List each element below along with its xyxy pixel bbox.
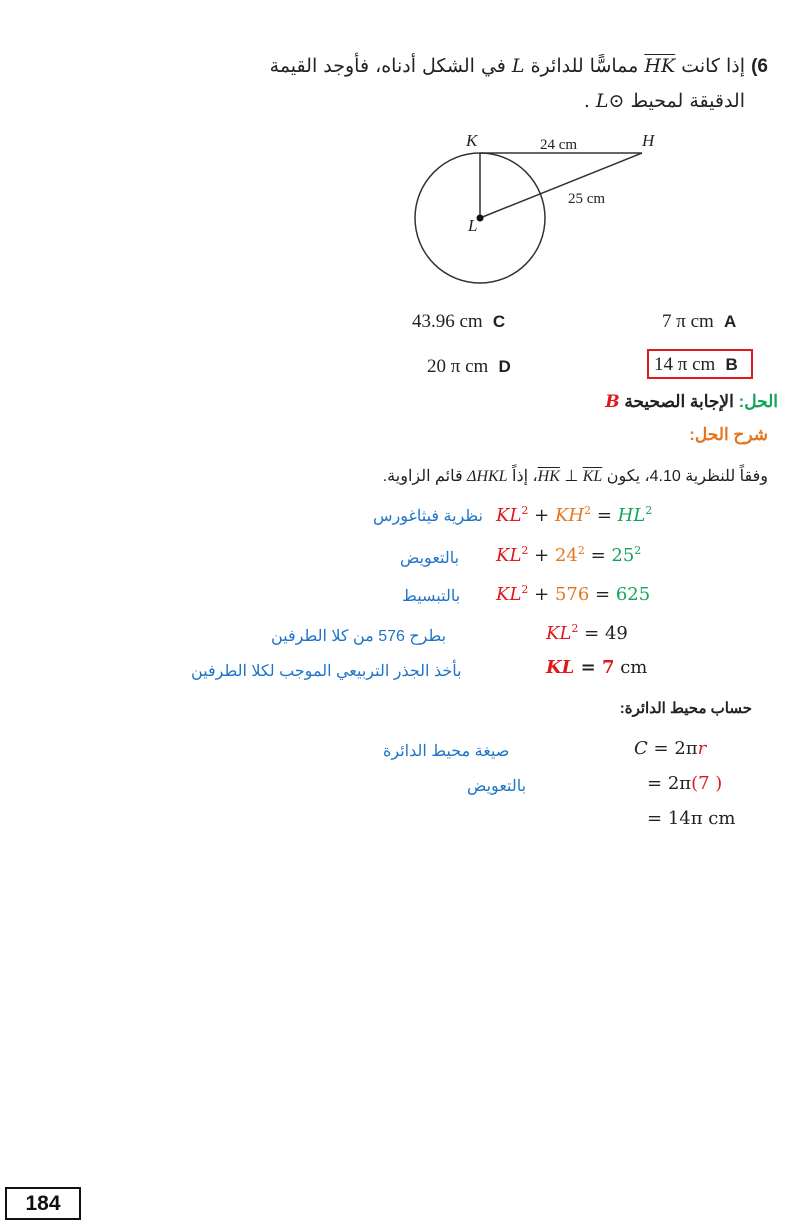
circ-row-1: [634, 738, 706, 759]
option-c[interactable]: [412, 311, 505, 333]
option-c-letter: C: [492, 312, 506, 331]
question-line-2: [584, 90, 745, 112]
eq2-kl-exp: 2: [521, 544, 529, 557]
eq3-kl-exp: 2: [521, 583, 529, 596]
circle-tangent-figure: [400, 125, 680, 305]
circ3-result: 14π cm: [667, 808, 736, 829]
option-d-letter: D: [498, 357, 511, 376]
circle-name: L: [511, 55, 525, 77]
note-circ-substitute: بالتعويض: [467, 778, 527, 795]
eq5-equals: =: [574, 657, 602, 678]
eq2-24: 24: [554, 545, 578, 566]
eq-row-3: [496, 583, 650, 605]
note-pythagoras: نظرية فيثاغورس: [373, 508, 483, 525]
eq2-equals: =: [584, 545, 612, 566]
option-b[interactable]: [654, 354, 738, 376]
segment-lh-line: [480, 153, 642, 218]
question-text-d: الدقيقة لمحيط: [624, 90, 745, 112]
solution-answer-line: [605, 392, 778, 412]
circ2-2pi: 2π: [667, 773, 692, 794]
circ3-equals: =: [647, 808, 668, 829]
center-point: [477, 215, 484, 222]
circumference-title: حساب محيط الدائرة:: [619, 700, 752, 717]
note-simplify: بالتبسيط: [402, 588, 461, 605]
eq3-plus: +: [528, 584, 555, 605]
eq4-equals: =: [578, 623, 605, 644]
eq1-kh: KH: [554, 505, 585, 526]
length-kh: 24 cm: [540, 137, 578, 153]
intro-triangle: ΔHKL: [467, 468, 508, 485]
eq2-25-exp: 2: [634, 544, 642, 557]
question-text-b: مماسًّا للدائرة: [524, 55, 645, 77]
answer-letter: B: [605, 392, 620, 412]
eq3-576: 576: [554, 584, 590, 605]
page-number: 184: [5, 1187, 81, 1220]
option-a-letter: A: [723, 312, 737, 331]
note-substitute: بالتعويض: [400, 550, 460, 567]
eq1-kh-exp: 2: [584, 504, 592, 517]
eq1-kl: KL: [496, 505, 522, 526]
option-d[interactable]: [427, 356, 511, 378]
eq2-25: 25: [611, 545, 635, 566]
segment-hk: HK: [644, 55, 676, 77]
eq3-625: 625: [615, 584, 651, 605]
question-line-1: [270, 55, 768, 78]
eq1-hl: HL: [617, 505, 646, 526]
answer-text: الإجابة الصحيحة: [619, 392, 739, 411]
solution-intro: [383, 466, 768, 486]
eq4-kl: KL: [546, 623, 572, 644]
intro-text-b: ، إذاً: [507, 468, 538, 485]
intro-text-c: قائم الزاوية.: [382, 468, 468, 485]
eq3-kl: KL: [496, 584, 522, 605]
length-lh: 25 cm: [568, 191, 606, 207]
option-b-value: 14 π cm: [654, 354, 716, 375]
question-text-e: .: [583, 90, 596, 112]
eq-row-4: [546, 622, 628, 644]
note-subtract: بطرح 576 من كلا الطرفين: [271, 628, 447, 645]
eq-row-2: [496, 544, 641, 566]
option-a[interactable]: [662, 311, 736, 333]
intro-kl: KL: [582, 468, 603, 485]
note-sqrt: بأخذ الجذر التربيعي الموجب لكلا الطرفين: [191, 663, 462, 680]
label-l: L: [468, 216, 478, 235]
question-text-a: إذا كانت: [675, 55, 746, 77]
eq5-cm: cm: [614, 657, 648, 678]
label-k: K: [466, 131, 478, 150]
circ1-c: C: [634, 738, 648, 759]
circle-symbol: ⊙L: [595, 90, 625, 112]
eq1-kl-exp: 2: [521, 504, 529, 517]
eq1-hl-exp: 2: [645, 504, 653, 517]
circ1-equals: =: [647, 738, 675, 759]
intro-hk: HK: [537, 468, 560, 485]
eq2-24-exp: 2: [577, 544, 585, 557]
eq1-plus: +: [528, 505, 555, 526]
eq1-equals: =: [591, 505, 618, 526]
question-text-c: في الشكل أدناه، فأوجد القيمة: [269, 55, 512, 77]
eq3-equals: =: [589, 584, 616, 605]
eq4-kl-exp: 2: [571, 622, 579, 635]
circ-row-2: [647, 773, 722, 794]
option-d-value: 20 π cm: [427, 356, 489, 377]
eq-row-1: [496, 504, 652, 526]
note-formula: صيغة محيط الدائرة: [383, 743, 510, 760]
intro-perp: ⊥: [559, 468, 583, 485]
eq2-kl: KL: [496, 545, 522, 566]
eq2-plus: +: [528, 545, 555, 566]
question-number: 6): [751, 56, 768, 77]
solution-label: الحل:: [738, 392, 778, 411]
intro-text-a: وفقاً للنظرية 4.10، يكون: [602, 468, 768, 485]
circ2-7: (7 ): [691, 773, 723, 794]
option-c-value: 43.96 cm: [412, 311, 483, 332]
eq4-49: 49: [604, 623, 628, 644]
circ1-2pi: 2π: [674, 738, 698, 759]
option-a-value: 7 π cm: [662, 311, 714, 332]
eq-row-5: [546, 657, 647, 678]
option-b-letter: B: [725, 355, 738, 374]
circ2-equals: =: [647, 773, 668, 794]
circ1-r: r: [697, 738, 707, 759]
eq5-7: 7: [601, 657, 615, 678]
circ-row-3: [647, 808, 735, 829]
label-h: H: [642, 131, 655, 150]
explain-title: شرح الحل:: [689, 425, 768, 444]
eq5-kl: KL: [546, 657, 575, 678]
